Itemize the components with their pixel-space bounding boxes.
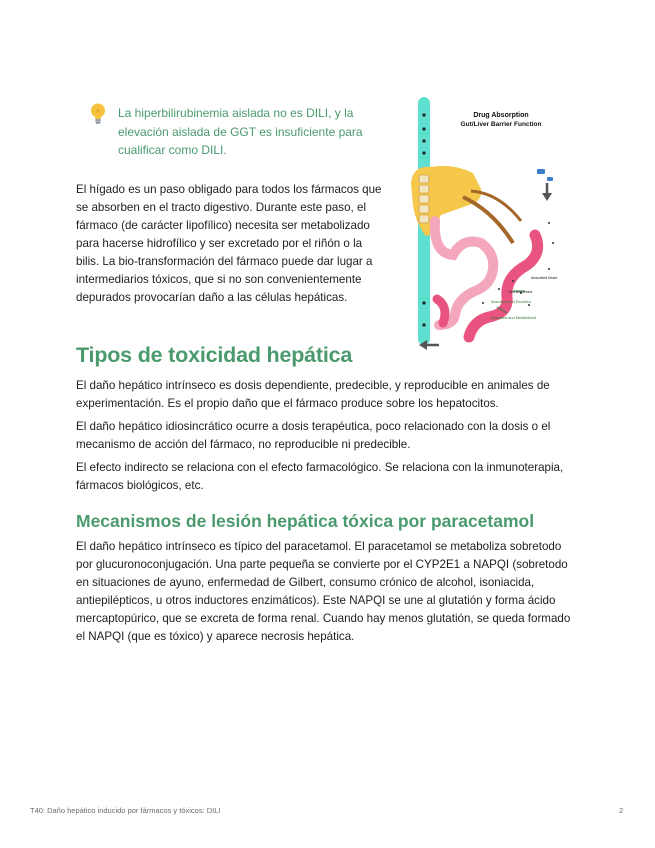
callout-text: La hiperbilirubinemia aislada no es DILI, y la elevación aislada de GGT es insuficiente para cualificar como DILI. bbox=[118, 106, 363, 157]
paragraph-paracetamol: El daño hepático intrínseco es típico del paracetamol. El paracetamol se metaboliza sobretodo por glucuronoconjugación. Una parte pequeña se convierte por el CYP2E1 a NAPQI (sobretodo en situaciones de ayuno, enfermedad de Gilbert, consumo crónico de alcohol, isoniacida, antiepilépticos, u otros inductores enzimáticos). Este NAPQI se une al glutatión y forma ácido mercaptopúrico, que se excreta de forma renal. Cuando hay menos glutatión, se queda formado el NAPQI (que es tóxico) y aparece necrosis hepática. bbox=[76, 540, 571, 643]
section-heading-paracetamol: Mecanismos de lesión hepática tóxica por paracetamol bbox=[76, 511, 535, 531]
paragraph-intrinseco: El daño hepático intrínseco es dosis dependiente, predecible, y reproducible en animales de experimentación. Es el propio daño que el fármaco produce sobre los hepatocitos. bbox=[76, 379, 550, 410]
page-number: 2 bbox=[619, 806, 624, 815]
page-footer: T40: Daño hepático inducido por fármacos y tóxicos: DILI bbox=[30, 806, 221, 815]
section-heading-tipos: Tipos de toxicidad hepática bbox=[76, 343, 353, 367]
label-not-absorbed: Not Absorbed bbox=[509, 290, 533, 294]
label-absorbed-excreted: Absorbed and Excreted bbox=[491, 300, 531, 304]
paragraph-indirecto: El efecto indirecto se relaciona con el efecto farmacológico. Se relaciona con la inmunoterapia, fármacos biológicos, etc. bbox=[76, 461, 564, 492]
intro-paragraph: El hígado es un paso obligado para todos los fármacos que se absorben en el tracto digestivo. Durante este paso, el fármaco (de carácter lipofílico) necesita ser metabolizado para hacerse hidrofílico y ser excretado por el riñón o la bilis. La bio-transformación del fármaco puede dar lugar a intermediarios tóxicos, que si no son convenientemente depurados provocarían daño a las células hepáticas. bbox=[76, 183, 382, 304]
lightbulb-icon bbox=[88, 102, 108, 126]
label-absorbed-intact: Absorbed intact bbox=[531, 276, 558, 280]
label-absorbed-metabolized: Absorbed and Metabolized bbox=[491, 316, 537, 320]
drug-absorption-figure bbox=[403, 93, 583, 355]
figure-title-line2: Gut/Liver Barrier Function bbox=[460, 121, 542, 128]
drug-absorption-diagram bbox=[403, 93, 583, 355]
figure-title-line1: Drug Absorption bbox=[473, 112, 529, 119]
paragraph-idiosincratico: El daño hepático idiosincrático ocurre a dosis terapéutica, poco relacionado con la dosis o el mecanismo de acción del fármaco, no reproducible ni predecible. bbox=[76, 420, 551, 451]
